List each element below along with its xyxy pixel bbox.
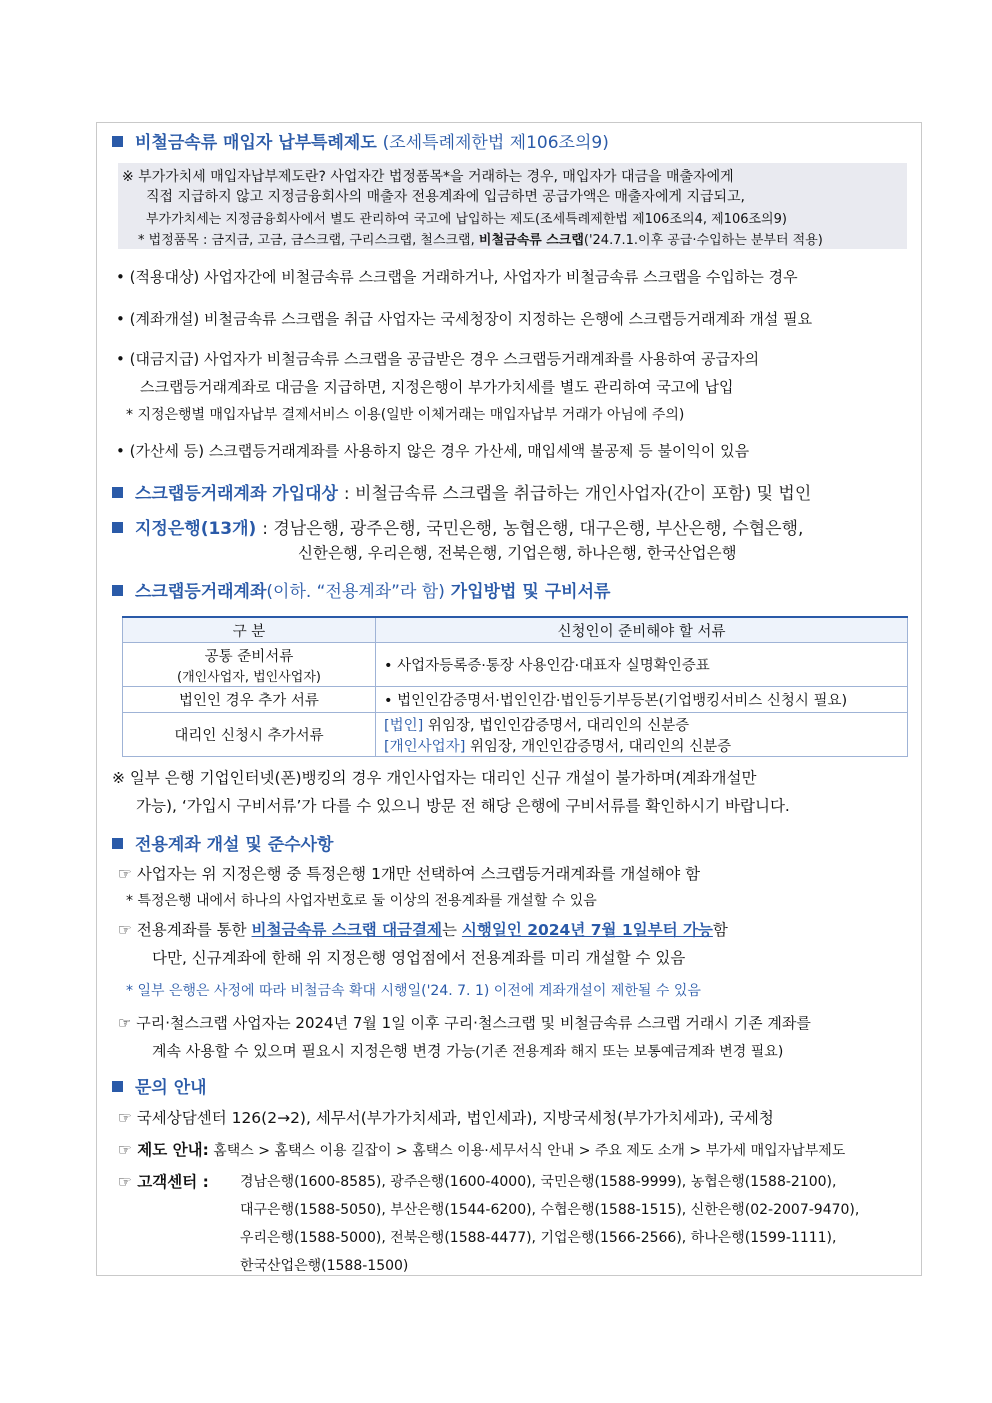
rule-payment-start-sub: 다만, 신규계좌에 한해 위 지정은행 영업점에서 전용계좌를 미리 개설할 수 있음 [152,949,686,967]
banks-line-2: 신한은행, 우리은행, 전북은행, 기업은행, 하나은행, 한국산업은행 [298,544,737,562]
section-title: 비철금속류 매입자 납부특례제도 [135,133,377,153]
rule-existing-account-line-1: ☞ 구리·철스크랩 사업자는 2024년 7월 1일 이후 구리·철스크랩 및 비철금속류 스크랩 거래시 기존 계좌를 [118,1014,811,1032]
rule-payment-start-note: * 일부 은행은 사정에 따라 비철금속 확대 시행일('24. 7. 1) 이전에 계좌개설이 제한될 수 있음 [126,983,701,999]
note-line-2: 직접 지급하지 않고 지정금융회사의 매출자 전용계좌에 입금하면 공급가액은 매출자에게 지급되고, [146,189,745,205]
table-row [123,713,908,757]
section-heading-special-tax [112,128,609,153]
inquiry-system-guide: ☞ 제도 안내: 홈택스 > 홈택스 이용 길잡이 > 홈택스 이용·세무서식 안내 > 주요 제도 소개 > 부가세 매입자납부제도 [118,1141,846,1159]
section-heading-inquiry: 문의 안내 [112,1073,207,1098]
inquiry-customer-center-label: ☞ 고객센터 : [118,1173,209,1191]
table-header-category: 구 분 [123,617,376,643]
rule-payment-start: ☞ 전용계좌를 통한 비철금속류 스크랩 대금결제는 시행일인 2024년 7월 1일부터 가능함 [118,921,728,939]
bullet-payment-line-1: • (대금지급) 사업자가 비철금속류 스크랩을 공급받은 경우 스크랩등거래계좌를 사용하여 공급자의 [116,350,760,368]
customer-center-line-3: 우리은행(1588-5000), 전북은행(1588-4477), 기업은행(1566-2566), 하나은행(1599-1111), [240,1230,837,1246]
table-note-line-1: ※ 일부 은행 기업인터넷(폰)뱅킹의 경우 개인사업자는 대리인 신규 개설이 불가하며(계좌개설만 [112,769,757,787]
section-heading-eligibility: 스크랩등거래계좌 가입대상 : 비철금속류 스크랩을 취급하는 개인사업자(간이 포함) 및 법인 [112,479,811,504]
bullet-applicability: • (적용대상) 사업자간에 비철금속류 스크랩을 거래하거나, 사업자가 비철금속류 스크랩을 수입하는 경우 [116,268,798,286]
section-heading-account-rules: 전용계좌 개설 및 준수사항 [112,830,333,855]
square-bullet-icon [112,136,123,147]
row-common-docs: • 사업자등록증·통장 사용인감·대표자 실명확인증표 [376,643,908,687]
bullet-payment-note: * 지정은행별 매입자납부 결제서비스 이용(일반 이체거래는 매입자납부 거래가 아님에 주의) [126,407,685,423]
customer-center-line-4: 한국산업은행(1588-1500) [240,1258,409,1274]
required-documents-table [122,616,908,757]
table-row [123,687,908,713]
row-corporate-docs: • 법인인감증명서·법인인감·법인등기부등본(기업뱅킹서비스 신청시 필요) [376,687,908,713]
customer-center-line-1: 경남은행(1600-8585), 광주은행(1600-4000), 국민은행(1588-9999), 농협은행(1588-2100), [240,1174,837,1190]
section-heading-designated-banks: 지정은행(13개) : 경남은행, 광주은행, 국민은행, 농협은행, 대구은행, 부산은행, 수협은행, [112,514,803,539]
note-line-1: ※ 부가가치세 매입자납부제도란? 사업자간 법정품목*을 거래하는 경우, 매입자가 대금을 매출자에게 [122,169,734,185]
table-note-line-2: 가능), ‘가입시 구비서류’가 다를 수 있으니 방문 전 해당 은행에 구비서류를 확인하시기 바랍니다. [136,797,790,815]
law-reference: (조세특례제한법 제106조의9) [382,133,609,153]
bullet-account-opening: • (계좌개설) 비철금속류 스크랩을 취급 사업자는 국세청장이 지정하는 은행에 스크랩등거래계좌 개설 필요 [116,310,813,328]
square-bullet-icon [112,1081,123,1092]
rule-one-bank-note: * 특정은행 내에서 하나의 사업자번호로 둘 이상의 전용계좌를 개설할 수 있음 [126,893,597,909]
section-heading-join-method: 스크랩등거래계좌(이하. “전용계좌”라 함) 가입방법 및 구비서류 [112,577,610,602]
table-header-row [123,617,908,643]
inquiry-call-center: ☞ 국세상담센터 126(2→2), 세무서(부가가치세과, 법인세과), 지방국세청(부가가치세과), 국세청 [118,1109,774,1127]
square-bullet-icon [112,838,123,849]
bullet-penalty: • (가산세 등) 스크랩등거래계좌를 사용하지 않은 경우 가산세, 매입세액 불공제 등 불이익이 있음 [116,442,750,460]
rule-existing-account-line-2: 계속 사용할 수 있으며 필요시 지정은행 변경 가능(기존 전용계좌 해지 또는 보통예금계좌 변경 필요) [152,1042,784,1060]
banks-line-1: : 경남은행, 광주은행, 국민은행, 농협은행, 대구은행, 부산은행, 수협은행, [262,519,804,539]
table-row [123,643,908,687]
row-agent-docs: [법인] 위임장, 법인인감증명서, 대리인의 신분증 [개인사업자] 위임장, 개인인감증명서, 대리인의 신분증 [376,713,908,757]
row-agent-label: 대리인 신청시 추가서류 [123,713,376,757]
note-line-3: 부가가치세는 지정금융회사에서 별도 관리하여 국고에 납입하는 제도(조세특례제한법 제106조의4, 제106조의9) [146,212,787,227]
square-bullet-icon [112,522,123,533]
table-header-documents: 신청인이 준비해야 할 서류 [376,617,908,643]
bullet-payment-line-2: 스크랩등거래계좌로 대금을 지급하면, 지정은행이 부가가치세를 별도 관리하여 국고에 납입 [140,378,734,396]
row-corporate-label: 법인인 경우 추가 서류 [123,687,376,713]
eligibility-text: : 비철금속류 스크랩을 취급하는 개인사업자(간이 포함) 및 법인 [343,484,812,504]
customer-center-line-2: 대구은행(1588-5050), 부산은행(1544-6200), 수협은행(1588-1515), 신한은행(02-2007-9470), [240,1202,860,1218]
square-bullet-icon [112,487,123,498]
rule-one-bank: ☞ 사업자는 위 지정은행 중 특정은행 1개만 선택하여 스크랩등거래계좌를 개설해야 함 [118,865,701,883]
row-common-label: 공통 준비서류 (개인사업자, 법인사업자) [123,643,376,687]
note-line-4: * 법정품목 : 금지금, 고금, 금스크랩, 구리스크랩, 철스크랩, 비철금속류 스크랩('24.7.1.이후 공급·수입하는 분부터 적용) [138,233,823,248]
square-bullet-icon [112,585,123,596]
